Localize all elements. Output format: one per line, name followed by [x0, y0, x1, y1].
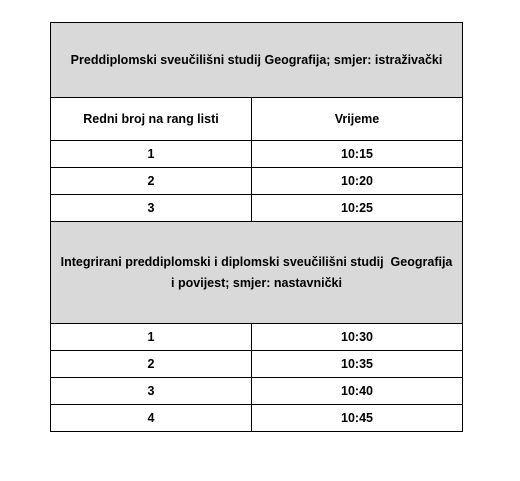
rank-cell: 4	[51, 405, 252, 432]
rank-cell: 2	[51, 351, 252, 378]
time-cell: 10:45	[252, 405, 463, 432]
time-cell: 10:20	[252, 168, 463, 195]
time-cell: 10:30	[252, 324, 463, 351]
rank-cell: 3	[51, 378, 252, 405]
section-title	[51, 222, 463, 324]
column-header-row	[51, 98, 463, 141]
time-cell: 10:15	[252, 141, 463, 168]
column-header-time: Vrijeme	[252, 98, 463, 141]
table-row	[51, 378, 463, 405]
table-row	[51, 405, 463, 432]
rank-cell: 2	[51, 168, 252, 195]
table-row	[51, 324, 463, 351]
table-row	[51, 351, 463, 378]
schedule-table	[50, 22, 463, 432]
column-header-rank: Redni broj na rang listi	[51, 98, 252, 141]
section-header-teaching	[51, 222, 463, 324]
section-header-research	[51, 23, 463, 98]
rank-cell: 1	[51, 324, 252, 351]
section-title-line2: i povijest; smjer: nastavnički	[171, 275, 342, 290]
time-cell: 10:40	[252, 378, 463, 405]
rank-cell: 3	[51, 195, 252, 222]
time-cell: 10:35	[252, 351, 463, 378]
time-cell: 10:25	[252, 195, 463, 222]
table-row	[51, 141, 463, 168]
rank-cell: 1	[51, 141, 252, 168]
section-title-line1: Integrirani preddiplomski i diplomski sveučilišni studij Geografija	[60, 254, 453, 269]
section-title: Preddiplomski sveučilišni studij Geografija; smjer: istraživački	[51, 23, 463, 98]
table-row	[51, 195, 463, 222]
table-row	[51, 168, 463, 195]
